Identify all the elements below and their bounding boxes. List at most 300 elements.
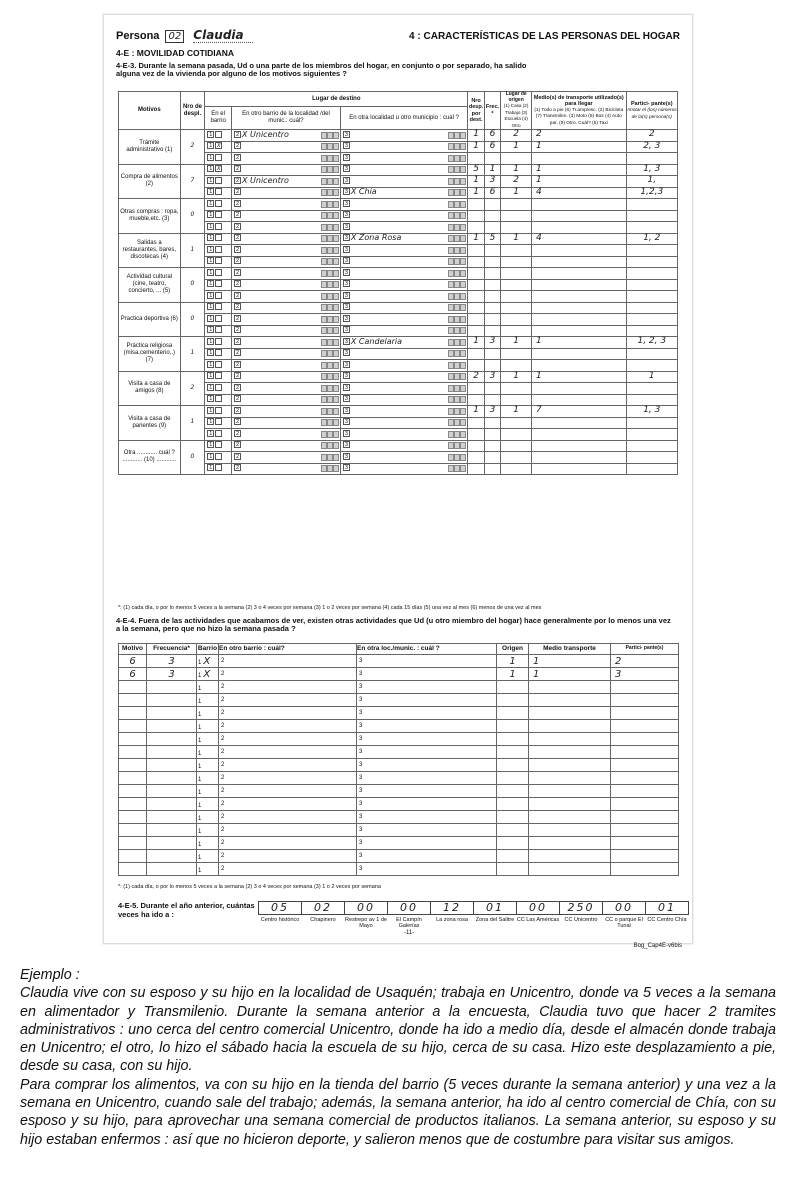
nro-desp-field[interactable] [468, 210, 484, 222]
frecuencia-field[interactable] [484, 452, 500, 464]
medio-field[interactable]: 1 [532, 371, 627, 383]
origen-field[interactable] [501, 210, 532, 222]
frecuencia-field[interactable]: 3 [484, 176, 500, 188]
otro-barrio-field[interactable]: 2 [219, 863, 357, 876]
motivo-code[interactable] [119, 837, 147, 850]
visit-count-value[interactable]: 250 [559, 901, 603, 915]
medio-field[interactable] [532, 463, 627, 475]
barrio-check[interactable]: 1 [197, 850, 219, 863]
nro-desplazamientos[interactable]: 0 [180, 199, 205, 234]
barrio-check[interactable]: 1 [197, 707, 219, 720]
otro-barrio-field[interactable]: 2 [219, 798, 357, 811]
origen-field[interactable] [497, 772, 529, 785]
origen-field[interactable]: 1 [501, 187, 532, 199]
participantes-field[interactable] [626, 463, 677, 475]
motivo-code[interactable] [119, 694, 147, 707]
motivo-code[interactable] [119, 785, 147, 798]
barrio-check[interactable] [215, 154, 222, 161]
frecuencia-field[interactable] [484, 417, 500, 429]
visit-count-value[interactable]: 00 [344, 901, 388, 915]
origen-field[interactable] [501, 222, 532, 234]
barrio-check[interactable] [215, 430, 222, 437]
motivo-code[interactable] [119, 772, 147, 785]
frecuencia-field[interactable]: 1 [484, 164, 500, 176]
otro-barrio-field[interactable]: 2 [219, 811, 357, 824]
origen-field[interactable] [501, 314, 532, 326]
origen-field[interactable] [497, 850, 529, 863]
frecuencia-code[interactable] [147, 772, 197, 785]
persona-number[interactable]: 02 [165, 30, 184, 43]
motivo-code[interactable]: 6 [119, 655, 147, 668]
participantes-field[interactable] [626, 383, 677, 395]
frecuencia-field[interactable] [484, 463, 500, 475]
otra-loc-field[interactable]: 3 [357, 772, 497, 785]
origen-field[interactable] [501, 463, 532, 475]
origen-field[interactable]: 2 [501, 176, 532, 188]
nro-desp-field[interactable] [468, 153, 484, 165]
visit-count-value[interactable]: 01 [473, 901, 517, 915]
otro-barrio-field[interactable]: 2 [219, 746, 357, 759]
barrio-check[interactable] [215, 349, 222, 356]
origen-field[interactable] [501, 199, 532, 211]
medio-field[interactable] [529, 785, 611, 798]
nro-desp-field[interactable] [468, 222, 484, 234]
frecuencia-code[interactable]: 3 [147, 655, 197, 668]
nro-desplazamientos[interactable]: 7 [180, 164, 205, 199]
origen-field[interactable] [497, 694, 529, 707]
motivo-code[interactable] [119, 746, 147, 759]
participantes-field[interactable] [611, 772, 679, 785]
nro-desp-field[interactable] [468, 440, 484, 452]
origen-field[interactable] [497, 785, 529, 798]
participantes-field[interactable] [626, 440, 677, 452]
participantes-field[interactable] [611, 837, 679, 850]
medio-field[interactable] [532, 222, 627, 234]
otra-loc-field[interactable]: 3 [357, 668, 497, 681]
participantes-field[interactable]: 2, 3 [626, 141, 677, 153]
nro-desp-field[interactable]: 1 [468, 406, 484, 418]
origen-field[interactable] [501, 153, 532, 165]
frecuencia-field[interactable]: 3 [484, 406, 500, 418]
origen-field[interactable]: 2 [501, 130, 532, 142]
nro-desp-field[interactable] [468, 394, 484, 406]
visit-count-value[interactable]: 12 [430, 901, 474, 915]
frecuencia-field[interactable] [484, 268, 500, 280]
nro-desp-field[interactable] [468, 279, 484, 291]
motivo-code[interactable]: 6 [119, 668, 147, 681]
barrio-check[interactable] [215, 303, 222, 310]
origen-field[interactable] [497, 798, 529, 811]
barrio-check[interactable]: 1 [197, 733, 219, 746]
origen-field[interactable] [501, 417, 532, 429]
barrio-check[interactable]: 1 [197, 681, 219, 694]
frecuencia-field[interactable] [484, 394, 500, 406]
origen-field[interactable] [501, 291, 532, 303]
origen-field[interactable] [497, 824, 529, 837]
medio-field[interactable] [532, 452, 627, 464]
barrio-check[interactable]: 1 X [197, 655, 219, 668]
frecuencia-field[interactable] [484, 302, 500, 314]
barrio-check[interactable] [215, 453, 222, 460]
nro-desp-field[interactable]: 2 [468, 371, 484, 383]
barrio-check[interactable] [215, 234, 222, 241]
origen-field[interactable] [501, 394, 532, 406]
nro-desplazamientos[interactable]: 1 [180, 406, 205, 441]
medio-field[interactable]: 1 [529, 668, 611, 681]
medio-field[interactable] [532, 268, 627, 280]
nro-desp-field[interactable]: 1 [468, 233, 484, 245]
medio-field[interactable] [529, 811, 611, 824]
barrio-check[interactable] [215, 200, 222, 207]
origen-field[interactable] [497, 720, 529, 733]
participantes-field[interactable] [611, 694, 679, 707]
nro-desp-field[interactable]: 1 [468, 337, 484, 349]
origen-field[interactable] [497, 746, 529, 759]
otra-loc-field[interactable]: 3 [357, 837, 497, 850]
origen-field[interactable]: 1 [497, 655, 529, 668]
participantes-field[interactable] [626, 210, 677, 222]
nro-desplazamientos[interactable]: 2 [180, 130, 205, 165]
otro-barrio-field[interactable]: 2 [219, 759, 357, 772]
medio-field[interactable]: 2 [532, 130, 627, 142]
barrio-check[interactable] [215, 315, 222, 322]
frecuencia-field[interactable] [484, 279, 500, 291]
motivo-code[interactable] [119, 681, 147, 694]
participantes-field[interactable]: 1, 2 [626, 233, 677, 245]
origen-field[interactable] [497, 863, 529, 876]
nro-desplazamientos[interactable]: 0 [180, 268, 205, 303]
participantes-field[interactable]: 1,2,3 [626, 187, 677, 199]
nro-desp-field[interactable]: 5 [468, 164, 484, 176]
barrio-check[interactable]: X [216, 166, 221, 173]
otra-loc-field[interactable]: 3 [357, 785, 497, 798]
barrio-check[interactable]: 1 [197, 759, 219, 772]
medio-field[interactable] [529, 772, 611, 785]
barrio-check[interactable] [215, 257, 222, 264]
medio-field[interactable] [529, 681, 611, 694]
medio-field[interactable]: 1 [529, 655, 611, 668]
nro-desp-field[interactable] [468, 199, 484, 211]
medio-field[interactable]: 4 [532, 187, 627, 199]
barrio-check[interactable] [215, 223, 222, 230]
frecuencia-code[interactable] [147, 720, 197, 733]
nro-desplazamientos[interactable]: 0 [180, 302, 205, 337]
frecuencia-code[interactable]: 3 [147, 668, 197, 681]
origen-field[interactable] [501, 429, 532, 441]
participantes-field[interactable]: 2 [626, 130, 677, 142]
otra-loc-field[interactable]: 3 [357, 798, 497, 811]
frecuencia-field[interactable] [484, 245, 500, 257]
medio-field[interactable] [529, 733, 611, 746]
otra-loc-field[interactable]: 3 [357, 733, 497, 746]
medio-field[interactable] [532, 383, 627, 395]
nro-desp-field[interactable] [468, 348, 484, 360]
medio-field[interactable] [532, 429, 627, 441]
frecuencia-field[interactable] [484, 429, 500, 441]
participantes-field[interactable] [611, 811, 679, 824]
motivo-code[interactable] [119, 863, 147, 876]
origen-field[interactable] [501, 440, 532, 452]
frecuencia-field[interactable]: 6 [484, 141, 500, 153]
medio-field[interactable] [532, 314, 627, 326]
medio-field[interactable]: 7 [532, 406, 627, 418]
barrio-check[interactable]: 1 [197, 720, 219, 733]
medio-field[interactable] [529, 694, 611, 707]
nro-desp-field[interactable] [468, 314, 484, 326]
barrio-check[interactable] [215, 269, 222, 276]
medio-field[interactable]: 1 [532, 141, 627, 153]
frecuencia-field[interactable] [484, 256, 500, 268]
medio-field[interactable] [532, 256, 627, 268]
otro-barrio-field[interactable]: 2 [219, 785, 357, 798]
nro-desp-field[interactable] [468, 291, 484, 303]
participantes-field[interactable] [611, 863, 679, 876]
nro-desp-field[interactable]: 1 [468, 130, 484, 142]
barrio-check[interactable] [215, 246, 222, 253]
participantes-field[interactable] [626, 256, 677, 268]
origen-field[interactable] [497, 837, 529, 850]
frecuencia-field[interactable]: 6 [484, 187, 500, 199]
participantes-field[interactable] [626, 325, 677, 337]
origen-field[interactable] [501, 360, 532, 372]
participantes-field[interactable]: 1, 2, 3 [626, 337, 677, 349]
motivo-code[interactable] [119, 824, 147, 837]
medio-field[interactable] [532, 199, 627, 211]
nro-desplazamientos[interactable]: 0 [180, 440, 205, 475]
participantes-field[interactable] [626, 348, 677, 360]
otro-barrio-field[interactable]: 2 [219, 824, 357, 837]
otro-barrio-field[interactable]: 2 [219, 668, 357, 681]
visit-count-value[interactable]: 00 [387, 901, 431, 915]
medio-field[interactable]: 1 [532, 164, 627, 176]
frecuencia-code[interactable] [147, 759, 197, 772]
frecuencia-code[interactable] [147, 798, 197, 811]
motivo-code[interactable] [119, 850, 147, 863]
participantes-field[interactable]: 1 [626, 371, 677, 383]
barrio-check[interactable] [215, 384, 222, 391]
participantes-field[interactable] [611, 707, 679, 720]
participantes-field[interactable]: 1, 3 [626, 164, 677, 176]
barrio-check[interactable] [215, 177, 222, 184]
origen-field[interactable] [501, 325, 532, 337]
frecuencia-code[interactable] [147, 694, 197, 707]
barrio-check[interactable] [215, 338, 222, 345]
frecuencia-field[interactable] [484, 440, 500, 452]
origen-field[interactable]: 1 [501, 406, 532, 418]
origen-field[interactable]: 1 [501, 233, 532, 245]
medio-field[interactable] [532, 360, 627, 372]
otra-loc-field[interactable]: 3 [357, 720, 497, 733]
participantes-field[interactable] [626, 245, 677, 257]
visit-count-value[interactable]: 01 [645, 901, 689, 915]
nro-desplazamientos[interactable]: 2 [180, 371, 205, 406]
participantes-field[interactable] [611, 824, 679, 837]
participantes-field[interactable] [626, 199, 677, 211]
medio-field[interactable] [529, 720, 611, 733]
medio-field[interactable]: 1 [532, 337, 627, 349]
frecuencia-field[interactable]: 6 [484, 130, 500, 142]
medio-field[interactable] [532, 394, 627, 406]
medio-field[interactable] [532, 325, 627, 337]
participantes-field[interactable] [626, 314, 677, 326]
otro-barrio-field[interactable]: 2 [219, 681, 357, 694]
otro-barrio-field[interactable]: 2 [219, 837, 357, 850]
nro-desp-field[interactable]: 1 [468, 141, 484, 153]
participantes-field[interactable] [611, 785, 679, 798]
barrio-check[interactable] [215, 211, 222, 218]
medio-field[interactable]: 1 [532, 176, 627, 188]
medio-field[interactable] [529, 837, 611, 850]
origen-field[interactable] [501, 452, 532, 464]
barrio-check[interactable]: 1 [197, 824, 219, 837]
nro-desplazamientos[interactable]: 1 [180, 337, 205, 372]
origen-field[interactable] [501, 348, 532, 360]
medio-field[interactable] [532, 302, 627, 314]
otra-loc-field[interactable]: 3 [357, 746, 497, 759]
barrio-check[interactable] [215, 441, 222, 448]
participantes-field[interactable] [626, 394, 677, 406]
participantes-field[interactable]: 3 [611, 668, 679, 681]
barrio-check[interactable] [215, 292, 222, 299]
participantes-field[interactable] [611, 798, 679, 811]
participantes-field[interactable] [611, 720, 679, 733]
nro-desplazamientos[interactable]: 1 [180, 233, 205, 268]
barrio-check[interactable] [215, 418, 222, 425]
barrio-check[interactable] [215, 372, 222, 379]
otro-barrio-field[interactable]: X Unicentro [242, 130, 289, 139]
frecuencia-field[interactable] [484, 199, 500, 211]
participantes-field[interactable] [626, 222, 677, 234]
participantes-field[interactable] [626, 429, 677, 441]
barrio-check[interactable]: X [216, 143, 221, 150]
otra-localidad-field[interactable]: X Candelaria [350, 337, 403, 346]
barrio-check[interactable] [215, 280, 222, 287]
otro-barrio-field[interactable]: 2 [219, 655, 357, 668]
frecuencia-code[interactable] [147, 824, 197, 837]
origen-field[interactable] [501, 245, 532, 257]
otra-loc-field[interactable]: 3 [357, 824, 497, 837]
barrio-check[interactable] [215, 407, 222, 414]
motivo-code[interactable] [119, 707, 147, 720]
origen-field[interactable] [497, 733, 529, 746]
medio-field[interactable] [532, 279, 627, 291]
frecuencia-code[interactable] [147, 785, 197, 798]
participantes-field[interactable] [626, 360, 677, 372]
barrio-check[interactable]: 1 [197, 837, 219, 850]
medio-field[interactable] [529, 707, 611, 720]
frecuencia-field[interactable]: 3 [484, 371, 500, 383]
frecuencia-field[interactable] [484, 325, 500, 337]
participantes-field[interactable]: 1, 3 [626, 406, 677, 418]
medio-field[interactable] [532, 417, 627, 429]
frecuencia-field[interactable]: 3 [484, 337, 500, 349]
origen-field[interactable]: 1 [501, 164, 532, 176]
motivo-code[interactable] [119, 798, 147, 811]
otra-loc-field[interactable]: 3 [357, 707, 497, 720]
origen-field[interactable]: 1 [501, 371, 532, 383]
visit-count-value[interactable]: 00 [602, 901, 646, 915]
barrio-check[interactable]: 1 [197, 772, 219, 785]
medio-field[interactable] [529, 824, 611, 837]
nro-desp-field[interactable] [468, 429, 484, 441]
origen-field[interactable]: 1 [497, 668, 529, 681]
otra-loc-field[interactable]: 3 [357, 681, 497, 694]
frecuencia-code[interactable] [147, 746, 197, 759]
participantes-field[interactable] [626, 452, 677, 464]
otro-barrio-field[interactable]: X Unicentro [242, 176, 289, 185]
otra-loc-field[interactable]: 3 [357, 694, 497, 707]
frecuencia-code[interactable] [147, 681, 197, 694]
origen-field[interactable] [501, 302, 532, 314]
participantes-field[interactable] [626, 153, 677, 165]
participantes-field[interactable] [611, 850, 679, 863]
medio-field[interactable] [532, 245, 627, 257]
participantes-field[interactable] [611, 681, 679, 694]
frecuencia-code[interactable] [147, 811, 197, 824]
origen-field[interactable] [497, 759, 529, 772]
frecuencia-code[interactable] [147, 850, 197, 863]
frecuencia-code[interactable] [147, 707, 197, 720]
frecuencia-code[interactable] [147, 733, 197, 746]
medio-field[interactable] [532, 291, 627, 303]
otra-loc-field[interactable]: 3 [357, 850, 497, 863]
medio-field[interactable] [529, 746, 611, 759]
origen-field[interactable] [501, 383, 532, 395]
frecuencia-field[interactable] [484, 348, 500, 360]
otra-loc-field[interactable]: 3 [357, 759, 497, 772]
medio-field[interactable] [529, 798, 611, 811]
origen-field[interactable] [501, 256, 532, 268]
barrio-check[interactable] [215, 326, 222, 333]
participantes-field[interactable] [626, 417, 677, 429]
origen-field[interactable]: 1 [501, 337, 532, 349]
medio-field[interactable] [529, 863, 611, 876]
origen-field[interactable] [501, 279, 532, 291]
medio-field[interactable] [529, 850, 611, 863]
medio-field[interactable] [532, 348, 627, 360]
medio-field[interactable]: 4 [532, 233, 627, 245]
otro-barrio-field[interactable]: 2 [219, 850, 357, 863]
medio-field[interactable] [529, 759, 611, 772]
participantes-field[interactable] [626, 302, 677, 314]
medio-field[interactable] [532, 153, 627, 165]
barrio-check[interactable] [215, 361, 222, 368]
frecuencia-code[interactable] [147, 837, 197, 850]
participantes-field[interactable] [626, 268, 677, 280]
frecuencia-field[interactable] [484, 210, 500, 222]
nro-desp-field[interactable] [468, 302, 484, 314]
origen-field[interactable]: 1 [501, 141, 532, 153]
otro-barrio-field[interactable]: 2 [219, 720, 357, 733]
frecuencia-field[interactable] [484, 360, 500, 372]
nro-desp-field[interactable] [468, 245, 484, 257]
barrio-check[interactable]: 1 [197, 785, 219, 798]
nro-desp-field[interactable] [468, 256, 484, 268]
frecuencia-field[interactable] [484, 383, 500, 395]
otro-barrio-field[interactable]: 2 [219, 733, 357, 746]
otra-localidad-field[interactable]: X Chia [350, 188, 377, 196]
nro-desp-field[interactable] [468, 383, 484, 395]
visit-count-value[interactable]: 05 [258, 901, 302, 915]
origen-field[interactable] [501, 268, 532, 280]
persona-name[interactable]: Claudia [193, 29, 253, 43]
frecuencia-code[interactable] [147, 863, 197, 876]
motivo-code[interactable] [119, 811, 147, 824]
nro-desp-field[interactable] [468, 360, 484, 372]
visit-count-value[interactable]: 00 [516, 901, 560, 915]
participantes-field[interactable] [611, 733, 679, 746]
nro-desp-field[interactable]: 1 [468, 176, 484, 188]
